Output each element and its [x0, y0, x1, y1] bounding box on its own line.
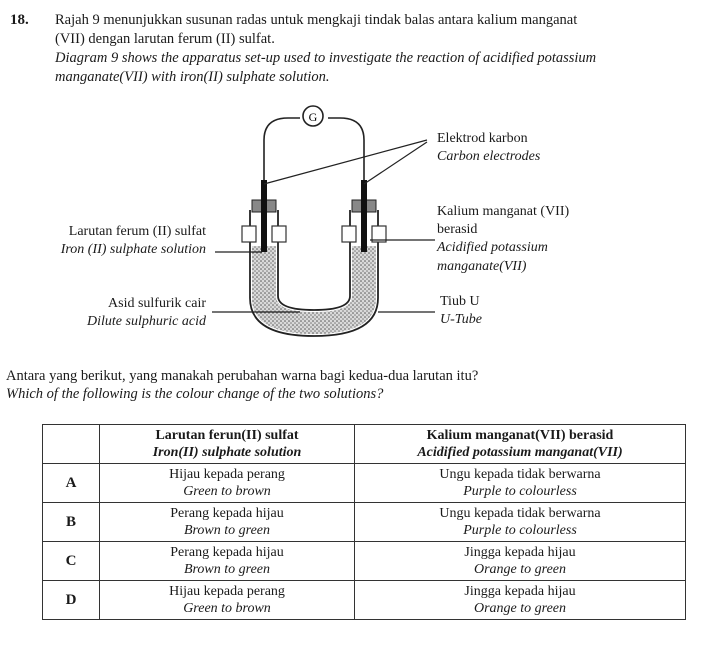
- label-kmno4-english-line2: manganate(VII): [437, 259, 527, 274]
- iron-change-cell: [100, 581, 355, 620]
- label-kmno4-malay-line1: Kalium manganat (VII): [437, 204, 570, 219]
- answer-options-table: [42, 424, 686, 620]
- pointer-carbon-1: [264, 140, 427, 184]
- question-stem-malay-line1: Rajah 9 menunjukkan susunan radas untuk mengkaji tindak balas antara kalium manganat: [55, 12, 578, 28]
- header-iron-english: Iron(II) sulphate solution: [152, 445, 302, 460]
- cell-malay: Hijau kepada perang: [169, 584, 285, 599]
- table-row-option-a[interactable]: [43, 464, 686, 503]
- label-iron-malay: Larutan ferum (II) sulfat: [68, 224, 206, 239]
- carbon-electrode-right: [361, 180, 367, 252]
- cell-english: Purple to colourless: [463, 523, 577, 538]
- question-stem-english-line1: Diagram 9 shows the apparatus set-up used to investigate the reaction of acidified potassium: [55, 50, 597, 66]
- header-iron-column: [100, 425, 355, 464]
- cell-malay: Ungu kepada tidak berwarna: [439, 506, 601, 521]
- option-letter[interactable]: A: [43, 464, 100, 503]
- u-tube-inner: [278, 210, 350, 310]
- u-tube-liquid: [252, 246, 376, 334]
- question-stem-english-line2: manganate(VII) with iron(II) sulphate solution.: [55, 69, 330, 85]
- header-kmno4-english: Acidified potassium manganat(VII): [417, 445, 623, 460]
- cell-english: Orange to green: [473, 562, 567, 577]
- table-row-option-d[interactable]: [43, 581, 686, 620]
- question-number: 18.: [10, 12, 29, 28]
- wire-left: [264, 118, 300, 200]
- cell-malay: Perang kepada hijau: [170, 545, 284, 560]
- cell-malay: Ungu kepada tidak berwarna: [439, 467, 601, 482]
- label-utube-english: U-Tube: [440, 312, 482, 327]
- carbon-electrode-left: [261, 180, 267, 252]
- header-kmno4-malay: Kalium manganat(VII) berasid: [426, 428, 614, 443]
- label-kmno4-malay-line2: berasid: [437, 222, 478, 237]
- label-acid-malay: Asid sulfurik cair: [108, 296, 206, 311]
- label-carbon-malay: Elektrod karbon: [437, 131, 528, 146]
- cell-malay: Hijau kepada perang: [169, 467, 285, 482]
- option-letter[interactable]: B: [43, 503, 100, 542]
- question-prompt-english: Which of the following is the colour change of the two solutions?: [6, 386, 384, 402]
- table-row-option-b[interactable]: [43, 503, 686, 542]
- label-kmno4-english-line1: Acidified potassium: [437, 240, 548, 255]
- cell-malay: Jingga kepada hijau: [464, 545, 576, 560]
- option-letter[interactable]: D: [43, 581, 100, 620]
- iron-change-cell: [100, 503, 355, 542]
- header-option-blank: [43, 425, 100, 464]
- cell-english: Orange to green: [473, 601, 567, 616]
- table-row-option-c[interactable]: [43, 542, 686, 581]
- label-acid-english: Dilute sulphuric acid: [87, 314, 206, 329]
- cell-english: Green to brown: [183, 484, 271, 499]
- table-header-row: [43, 425, 686, 464]
- cell-malay: Perang kepada hijau: [170, 506, 284, 521]
- header-iron-malay: Larutan ferun(II) sulfat: [155, 428, 299, 443]
- cell-english: Brown to green: [183, 562, 271, 577]
- iron-change-cell: [100, 464, 355, 503]
- cell-english: Purple to colourless: [463, 484, 577, 499]
- kmno4-change-cell: [355, 503, 686, 542]
- iron-change-cell: [100, 542, 355, 581]
- kmno4-change-cell: [355, 542, 686, 581]
- kmno4-change-cell: [355, 464, 686, 503]
- option-letter[interactable]: C: [43, 542, 100, 581]
- kmno4-change-cell: [355, 581, 686, 620]
- label-utube-malay: Tiub U: [440, 294, 480, 309]
- label-iron-english: Iron (II) sulphate solution: [60, 242, 206, 257]
- cell-english: Green to brown: [183, 601, 271, 616]
- label-carbon-english: Carbon electrodes: [437, 149, 541, 164]
- header-kmno4-column: [355, 425, 686, 464]
- question-stem-malay-line2: (VII) dengan larutan ferum (II) sulfat.: [55, 31, 275, 47]
- cell-malay: Jingga kepada hijau: [464, 584, 576, 599]
- cell-english: Brown to green: [183, 523, 271, 538]
- galvanometer-label: G: [308, 110, 318, 124]
- question-prompt-malay: Antara yang berikut, yang manakah perubahan warna bagi kedua-dua larutan itu?: [6, 368, 479, 384]
